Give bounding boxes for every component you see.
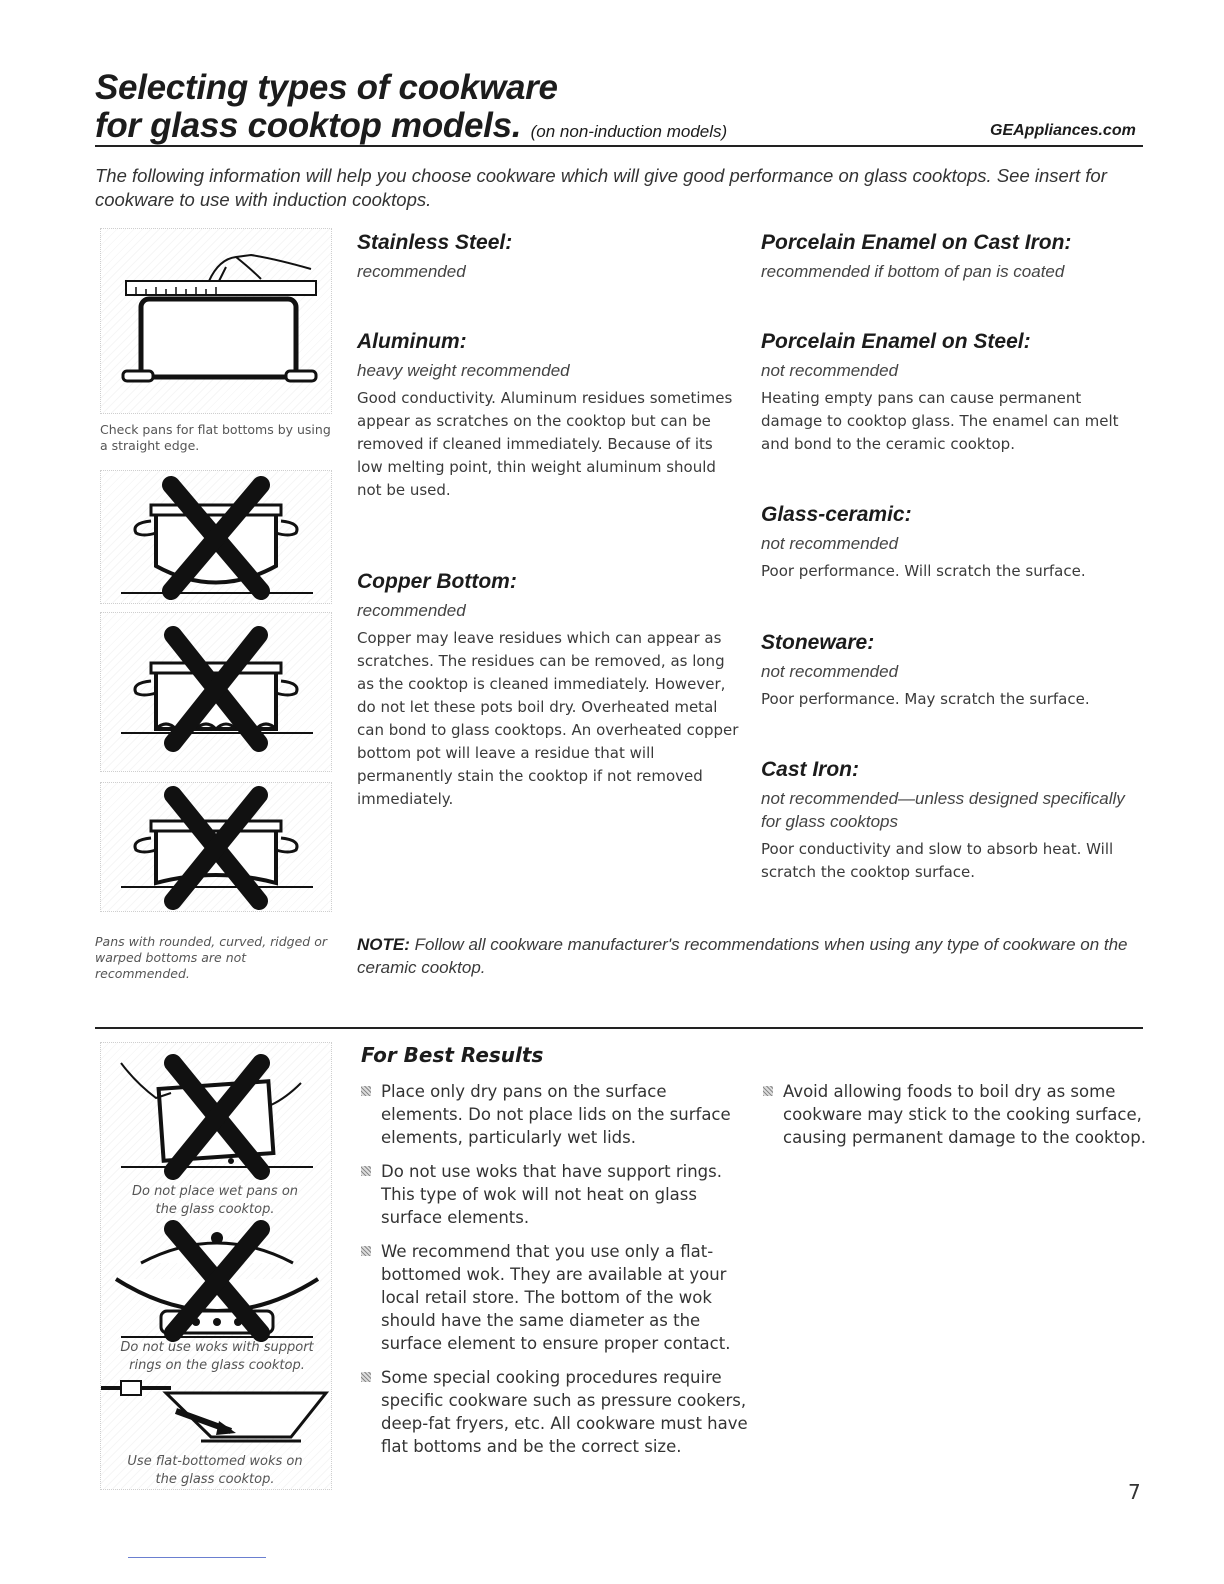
section-aluminum bbox=[357, 330, 742, 502]
section-recommendation: not recommended bbox=[761, 361, 899, 380]
page-number: 7 bbox=[1128, 1480, 1141, 1504]
intro-paragraph: The following information will help you choose cookware which will give good performance on glass cooktops. See insert for cookware to use with induction cooktops. bbox=[95, 165, 1107, 210]
section-cast-iron bbox=[761, 758, 1146, 884]
list-item-text: Do not use woks that have support rings. This type of wok will not heat on glass surface elements. bbox=[381, 1162, 722, 1227]
website-label: GEAppliances.com bbox=[990, 122, 1136, 139]
wet-pans-caption: Do not place wet pans on the glass cooktop. bbox=[131, 1184, 299, 1217]
bullet-square-icon bbox=[361, 1372, 371, 1382]
section-stainless-steel bbox=[357, 231, 742, 288]
section-porcelain-cast-iron bbox=[761, 231, 1146, 288]
support-rings-caption: Do not use woks with support rings on the glass cooktop. bbox=[120, 1340, 314, 1373]
section-heading: Cast Iron: bbox=[761, 758, 860, 781]
flat-bottom-wok-icon bbox=[101, 1381, 326, 1441]
section-recommendation: recommended bbox=[357, 601, 466, 620]
note-paragraph bbox=[357, 933, 1147, 979]
wok-illustrations-panel bbox=[100, 1042, 332, 1490]
section-heading: Stainless Steel: bbox=[357, 231, 513, 254]
ridged-pan-illustration bbox=[100, 612, 332, 772]
section-body: Poor performance. Will scratch the surface. bbox=[761, 562, 1086, 580]
flat-woks-caption: Use flat-bottomed woks on the glass cooktop. bbox=[127, 1454, 303, 1487]
wet-pan-x-icon bbox=[121, 1063, 313, 1171]
section-body: Copper may leave residues which can appear as scratches. The residues can be removed, as long as the cooktop is cleaned immediately. However, do not let these pots boil dry. Overheated metal can bond to glass cooktops. An overheated copper bottom pot will leave a residue that will permanently stain the cooktop if not removed immediately. bbox=[357, 629, 739, 808]
list-item-text: Avoid allowing foods to boil dry as some cookware may stick to the cooking surface, causing permanent damage to the cooktop. bbox=[783, 1082, 1146, 1147]
section-recommendation: not recommended bbox=[761, 662, 899, 681]
flat-bottom-caption: Check pans for flat bottoms by using a straight edge. bbox=[100, 422, 331, 453]
section-stoneware bbox=[761, 631, 1146, 711]
best-results-right-list bbox=[761, 1080, 1146, 1160]
section-heading: Aluminum: bbox=[357, 330, 467, 353]
flat-bottom-check-illustration bbox=[100, 228, 332, 414]
bullet-square-icon bbox=[763, 1086, 773, 1096]
footer-line bbox=[128, 1557, 266, 1558]
rounded-pan-x-icon bbox=[101, 471, 333, 605]
section-porcelain-steel bbox=[761, 330, 1146, 456]
list-item bbox=[359, 1080, 749, 1149]
page-title-line2 bbox=[95, 106, 727, 146]
section-heading: Porcelain Enamel on Cast Iron: bbox=[761, 231, 1072, 254]
note-label: NOTE: bbox=[357, 935, 410, 954]
warped-pan-x-icon bbox=[101, 783, 333, 913]
bullet-square-icon bbox=[361, 1246, 371, 1256]
header-rule bbox=[95, 145, 1143, 147]
bullet-square-icon bbox=[361, 1086, 371, 1096]
section-body: Poor performance. May scratch the surface. bbox=[761, 690, 1090, 708]
section-heading: Copper Bottom: bbox=[357, 570, 517, 593]
best-results-left-list bbox=[359, 1080, 749, 1469]
list-item-text: We recommend that you use only a flat-bottomed wok. They are available at your local retail store. The bottom of the wok should have the same diameter as the surface element to ensure proper contact. bbox=[381, 1242, 731, 1353]
straight-edge-pan-icon bbox=[101, 229, 333, 415]
section-recommendation: heavy weight recommended bbox=[357, 361, 570, 380]
page-title-subtitle: (on non-induction models) bbox=[530, 122, 728, 141]
list-item bbox=[359, 1366, 749, 1458]
section-divider bbox=[95, 1027, 1143, 1029]
section-recommendation: not recommended—unless designed specifically for glass cooktops bbox=[761, 789, 1125, 831]
note-text: Follow all cookware manufacturer's recommendations when using any type of cookware on the ceramic cooktop. bbox=[357, 935, 1128, 977]
list-item bbox=[761, 1080, 1146, 1149]
section-heading: Porcelain Enamel on Steel: bbox=[761, 330, 1031, 353]
list-item-text: Place only dry pans on the surface elements. Do not place lids on the surface elements, particularly wet lids. bbox=[381, 1082, 731, 1147]
wok-support-ring-x-icon bbox=[116, 1229, 318, 1337]
section-recommendation: recommended bbox=[357, 262, 466, 281]
section-body: Heating empty pans can cause permanent damage to cooktop glass. The enamel can melt and bond to the ceramic cooktop. bbox=[761, 389, 1119, 453]
list-item bbox=[359, 1160, 749, 1229]
rounded-pan-illustration bbox=[100, 470, 332, 604]
page-title-line1: Selecting types of cookware bbox=[95, 68, 558, 107]
best-results-title: For Best Results bbox=[361, 1043, 544, 1067]
bullet-square-icon bbox=[361, 1166, 371, 1176]
section-heading: Glass-ceramic: bbox=[761, 503, 912, 526]
section-body: Good conductivity. Aluminum residues sometimes appear as scratches on the cooktop but can be removed if cleaned immediately. Because of its low melting point, thin weight aluminum should not be used. bbox=[357, 389, 733, 499]
section-glass-ceramic bbox=[761, 503, 1146, 583]
list-item-text: Some special cooking procedures require specific cookware such as pressure cookers, deep-fat fryers, etc. All cookware must have flat bottoms and be the correct size. bbox=[381, 1368, 748, 1456]
ridged-pan-x-icon bbox=[101, 613, 333, 773]
section-heading: Stoneware: bbox=[761, 631, 875, 654]
section-copper-bottom bbox=[357, 570, 742, 811]
section-body: Poor conductivity and slow to absorb heat. Will scratch the cooktop surface. bbox=[761, 840, 1114, 881]
section-recommendation: not recommended bbox=[761, 534, 899, 553]
page-title-main: for glass cooktop models. bbox=[95, 106, 522, 145]
section-recommendation: recommended if bottom of pan is coated bbox=[761, 262, 1065, 281]
list-item bbox=[359, 1240, 749, 1355]
not-recommended-caption: Pans with rounded, curved, ridged or warped bottoms are not recommended. bbox=[95, 934, 328, 981]
wok-panel-drawing bbox=[101, 1043, 333, 1491]
warped-pan-illustration bbox=[100, 782, 332, 912]
